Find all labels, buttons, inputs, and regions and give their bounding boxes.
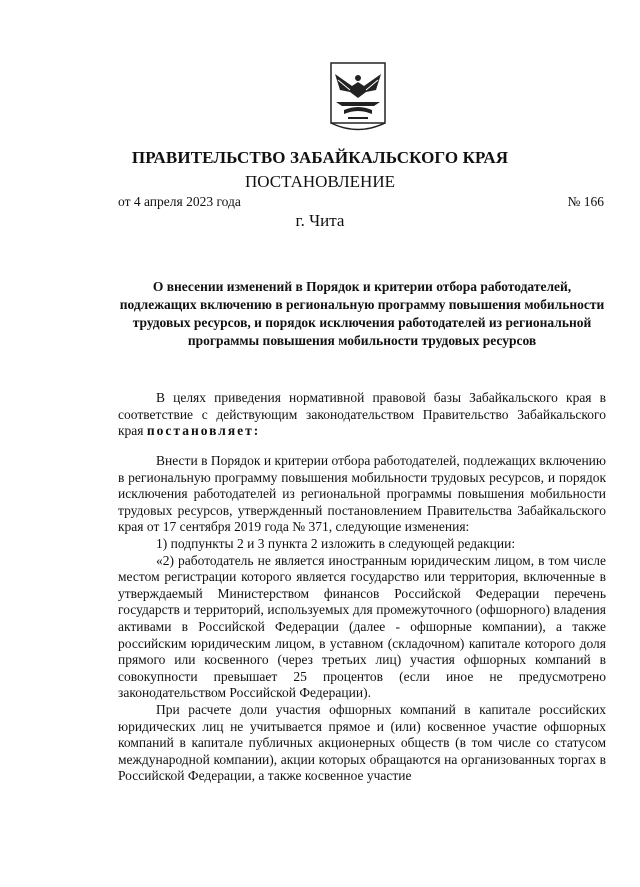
document-number: № 166 <box>567 194 604 209</box>
document-city: г. Чита <box>295 211 345 230</box>
document-type: ПОСТАНОВЛЕНИЕ <box>244 172 395 191</box>
body-paragraph: 1) подпункты 2 и 3 пункта 2 изложить в следующей редакции: <box>156 535 516 551</box>
preamble-emphasis: постановляет: <box>146 423 261 439</box>
document-body <box>118 453 606 785</box>
eagle-emblem-icon <box>330 62 386 132</box>
document-title: О внесении изменений в Порядок и критерии отбора работодателей, подлежащих включению в региональную программу повышения мобильности трудовых ресурсов, и порядок исключения работодателей из региональной программы повышения мобильности трудовых ресурсов <box>119 279 605 348</box>
preamble <box>118 390 606 440</box>
body-paragraph: При расчете доли участия офшорных компаний в капитале российских юридических лиц не учитывается прямое и (или) косвенное участие офшорных компаний в капитале публичных акционерных обществ (в том числе со статусом международной компании), акции которых обращаются на организованных торгах в Российской Федерации, а также косвенное участие <box>118 701 606 784</box>
body-paragraph: «2) работодатель не является иностранным юридическим лицом, в том числе местом регистрации которого является государство или территория, включенные в утверждаемый Министерством финансов Российской Федерации перечень государств и территорий, используемых для промежуточного (офшорного) владения активами в Российской Федерации (далее - офшорные компании), а также российским юридическим лицом, в уставном (складочном) капитале которого доля прямого или косвенного (через третьих лиц) участия офшорных компаний в совокупности превышает 25 процентов (если иное не предусмотрено законодательством Российской Федерации). <box>118 552 606 701</box>
body-paragraph: Внести в Порядок и критерии отбора работодателей, подлежащих включению в региональную программу повышения мобильности трудовых ресурсов, и порядок исключения работодателей из региональной программы повышения мобильности трудовых ресурсов, утвержденный постановлением Правительства Забайкальского края от 17 сентября 2019 года № 371, следующие изменения: <box>118 453 606 535</box>
government-name: ПРАВИТЕЛЬСТВО ЗАБАЙКАЛЬСКОГО КРАЯ <box>131 148 509 167</box>
document-date: от 4 апреля 2023 года <box>118 194 241 209</box>
preamble-text: В целях приведения нормативной правовой базы Забайкальского края в соответствие с действующим законодательством Правительство Забайкальского края <box>118 390 606 439</box>
